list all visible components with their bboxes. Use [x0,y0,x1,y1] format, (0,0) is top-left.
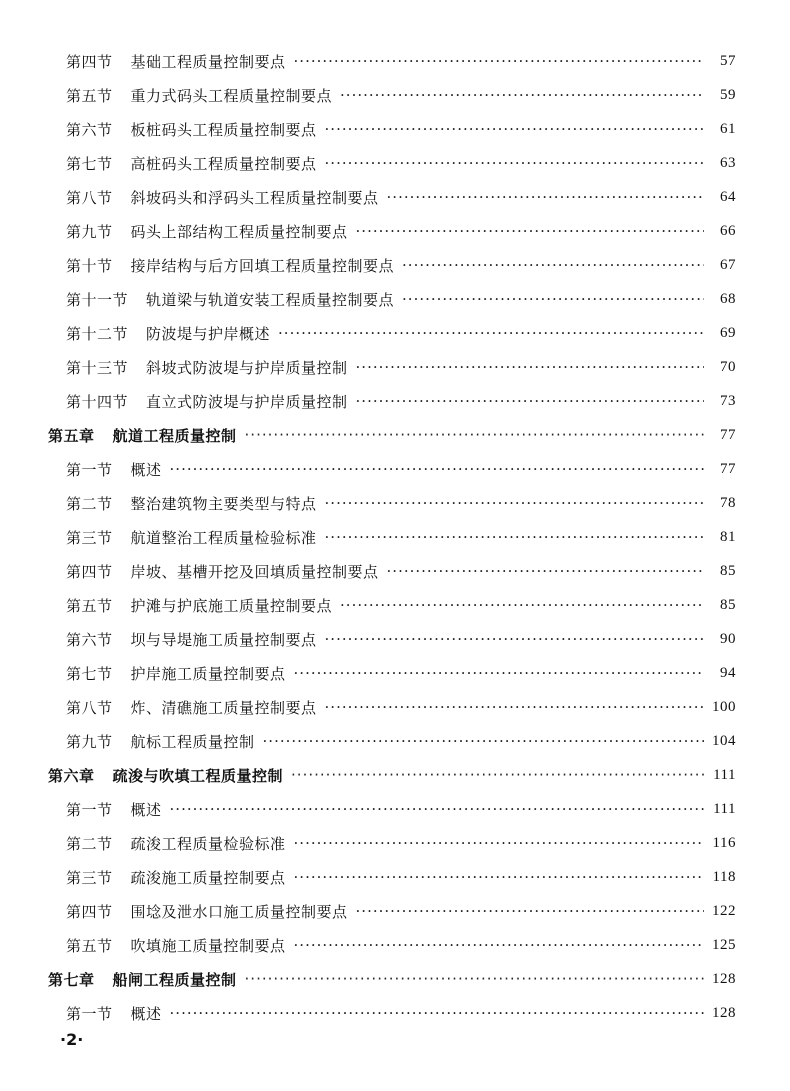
toc-entry-page: 111 [713,800,736,817]
toc-section-entry [0,350,736,384]
toc-section-entry [0,894,736,928]
toc-entry-page: 68 [720,290,736,307]
toc-entry-title: 吹填施工质量控制要点 [130,936,286,955]
toc-entry-page: 94 [720,664,736,681]
dot-leader [294,936,704,954]
dot-leader [325,630,704,648]
page-number-footer: ·2· [60,1030,84,1049]
toc-section-entry [0,44,736,78]
toc-entry-page: 77 [720,426,736,443]
toc-entry-page: 66 [720,222,736,239]
toc-chapter-entry [0,418,736,452]
dot-leader [356,902,704,920]
toc-entry-page: 81 [720,528,736,545]
toc-entry-number: 第五章 [48,426,95,445]
toc-entry-page: 118 [712,868,736,885]
toc-entry-title: 斜坡码头和浮码头工程质量控制要点 [130,188,379,207]
dot-leader [278,324,704,342]
toc-entry-page: 85 [720,596,736,613]
toc-entry-page: 70 [720,358,736,375]
dot-leader [340,86,704,104]
toc-section-entry [0,214,736,248]
dot-leader [340,596,704,614]
toc-entry-page: 90 [720,630,736,647]
toc-entry-title: 航标工程质量控制 [130,732,255,751]
toc-entry-page: 128 [712,970,736,987]
toc-entry-page: 59 [720,86,736,103]
toc-entry-page: 122 [712,902,736,919]
toc-section-entry [0,282,736,316]
toc-entry-number: 第五节 [66,596,113,615]
toc-entry-title: 重力式码头工程质量控制要点 [130,86,333,105]
dot-leader [170,800,704,818]
dot-leader [294,868,704,886]
toc-section-entry [0,112,736,146]
toc-entry-page: 111 [713,766,736,783]
toc-entry-page: 77 [720,460,736,477]
toc-section-entry [0,928,736,962]
toc-section-entry [0,996,736,1030]
dot-leader [294,52,704,70]
toc-entry-title: 直立式防波堤与护岸质量控制 [146,392,348,411]
toc-section-entry [0,384,736,418]
dot-leader [356,222,704,240]
toc-entry-number: 第七节 [66,664,113,683]
dot-leader [402,290,704,308]
toc-entry-page: 67 [720,256,736,273]
toc-entry-title: 高桩码头工程质量控制要点 [130,154,317,173]
toc-entry-number: 第二节 [66,834,113,853]
dot-leader [325,494,704,512]
dot-leader [325,154,704,172]
toc-entry-title: 航道工程质量控制 [112,426,237,445]
toc-entry-page: 61 [720,120,736,137]
toc-entry-number: 第七章 [48,970,95,989]
toc-entry-number: 第一节 [66,800,113,819]
dot-leader [325,698,704,716]
toc-entry-number: 第十节 [66,256,113,275]
toc-entry-page: 57 [720,52,736,69]
toc-entry-title: 疏浚与吹填工程质量控制 [112,766,284,785]
toc-section-entry [0,622,736,656]
dot-leader [325,528,704,546]
toc-entry-title: 概述 [130,1004,162,1023]
toc-entry-number: 第五节 [66,936,113,955]
toc-entry-number: 第五节 [66,86,113,105]
toc-section-entry [0,860,736,894]
toc-entry-page: 69 [720,324,736,341]
dot-leader [294,664,704,682]
toc-entry-title: 整治建筑物主要类型与特点 [130,494,317,513]
toc-entry-number: 第十三节 [66,358,129,377]
toc-entry-page: 125 [712,936,736,953]
toc-entry-number: 第十二节 [66,324,129,343]
dot-leader [170,1004,704,1022]
toc-entry-number: 第三节 [66,528,113,547]
dot-leader [325,120,704,138]
toc-entry-number: 第七节 [66,154,113,173]
dot-leader [263,732,704,750]
toc-chapter-entry [0,758,736,792]
toc-entry-title: 围埝及泄水口施工质量控制要点 [130,902,348,921]
toc-section-entry [0,486,736,520]
toc-entry-number: 第六节 [66,630,113,649]
toc-entry-page: 78 [720,494,736,511]
toc-section-entry [0,792,736,826]
toc-entry-title: 板桩码头工程质量控制要点 [130,120,317,139]
toc-entry-title: 疏浚施工质量控制要点 [130,868,286,887]
toc-entry-number: 第四节 [66,562,113,581]
dot-leader [356,392,704,410]
toc-entry-page: 63 [720,154,736,171]
toc-entry-title: 坝与导堤施工质量控制要点 [130,630,317,649]
toc-entry-number: 第八节 [66,698,113,717]
toc-entry-title: 岸坡、基槽开挖及回填质量控制要点 [130,562,379,581]
toc-entry-number: 第九节 [66,732,113,751]
toc-entry-number: 第八节 [66,188,113,207]
toc-section-entry [0,248,736,282]
toc-section-entry [0,316,736,350]
toc-section-entry [0,656,736,690]
toc-section-entry [0,452,736,486]
toc-entry-page: 73 [720,392,736,409]
toc-entry-title: 码头上部结构工程质量控制要点 [130,222,348,241]
toc-section-entry [0,78,736,112]
dot-leader [294,834,704,852]
toc-section-entry [0,588,736,622]
toc-entry-number: 第一节 [66,460,113,479]
toc-entry-page: 100 [712,698,736,715]
toc-entry-title: 船闸工程质量控制 [112,970,237,989]
toc-entry-number: 第四节 [66,52,113,71]
toc-entry-title: 概述 [130,460,162,479]
toc-entry-title: 接岸结构与后方回填工程质量控制要点 [130,256,395,275]
toc-entry-number: 第十一节 [66,290,129,309]
toc-entry-number: 第三节 [66,868,113,887]
toc-entry-page: 116 [712,834,736,851]
dot-leader [291,766,704,784]
toc-entry-number: 第六章 [48,766,95,785]
toc-entry-title: 轨道梁与轨道安装工程质量控制要点 [146,290,395,309]
toc-entry-number: 第九节 [66,222,113,241]
toc-entry-title: 护滩与护底施工质量控制要点 [130,596,333,615]
toc-entry-page: 85 [720,562,736,579]
toc-section-entry [0,180,736,214]
toc-entry-page: 64 [720,188,736,205]
dot-leader [387,188,704,206]
toc-entry-page: 128 [712,1004,736,1021]
toc-section-entry [0,826,736,860]
toc-entry-title: 疏浚工程质量检验标准 [130,834,286,853]
dot-leader [356,358,704,376]
toc-section-entry [0,146,736,180]
toc-entry-number: 第二节 [66,494,113,513]
toc-section-entry [0,554,736,588]
toc-entry-number: 第四节 [66,902,113,921]
toc-entry-page: 104 [712,732,736,749]
toc-section-entry [0,690,736,724]
table-of-contents [0,44,790,1030]
toc-entry-title: 炸、清礁施工质量控制要点 [130,698,317,717]
toc-section-entry [0,724,736,758]
dot-leader [387,562,704,580]
toc-entry-title: 护岸施工质量控制要点 [130,664,286,683]
toc-entry-title: 航道整治工程质量检验标准 [130,528,317,547]
dot-leader [170,460,704,478]
toc-section-entry [0,520,736,554]
toc-entry-title: 基础工程质量控制要点 [130,52,286,71]
toc-entry-title: 斜坡式防波堤与护岸质量控制 [146,358,348,377]
toc-entry-number: 第十四节 [66,392,129,411]
dot-leader [245,970,704,988]
toc-entry-title: 概述 [130,800,162,819]
toc-entry-title: 防波堤与护岸概述 [146,324,271,343]
dot-leader [402,256,704,274]
toc-entry-number: 第六节 [66,120,113,139]
dot-leader [245,426,704,444]
toc-entry-number: 第一节 [66,1004,113,1023]
toc-chapter-entry [0,962,736,996]
